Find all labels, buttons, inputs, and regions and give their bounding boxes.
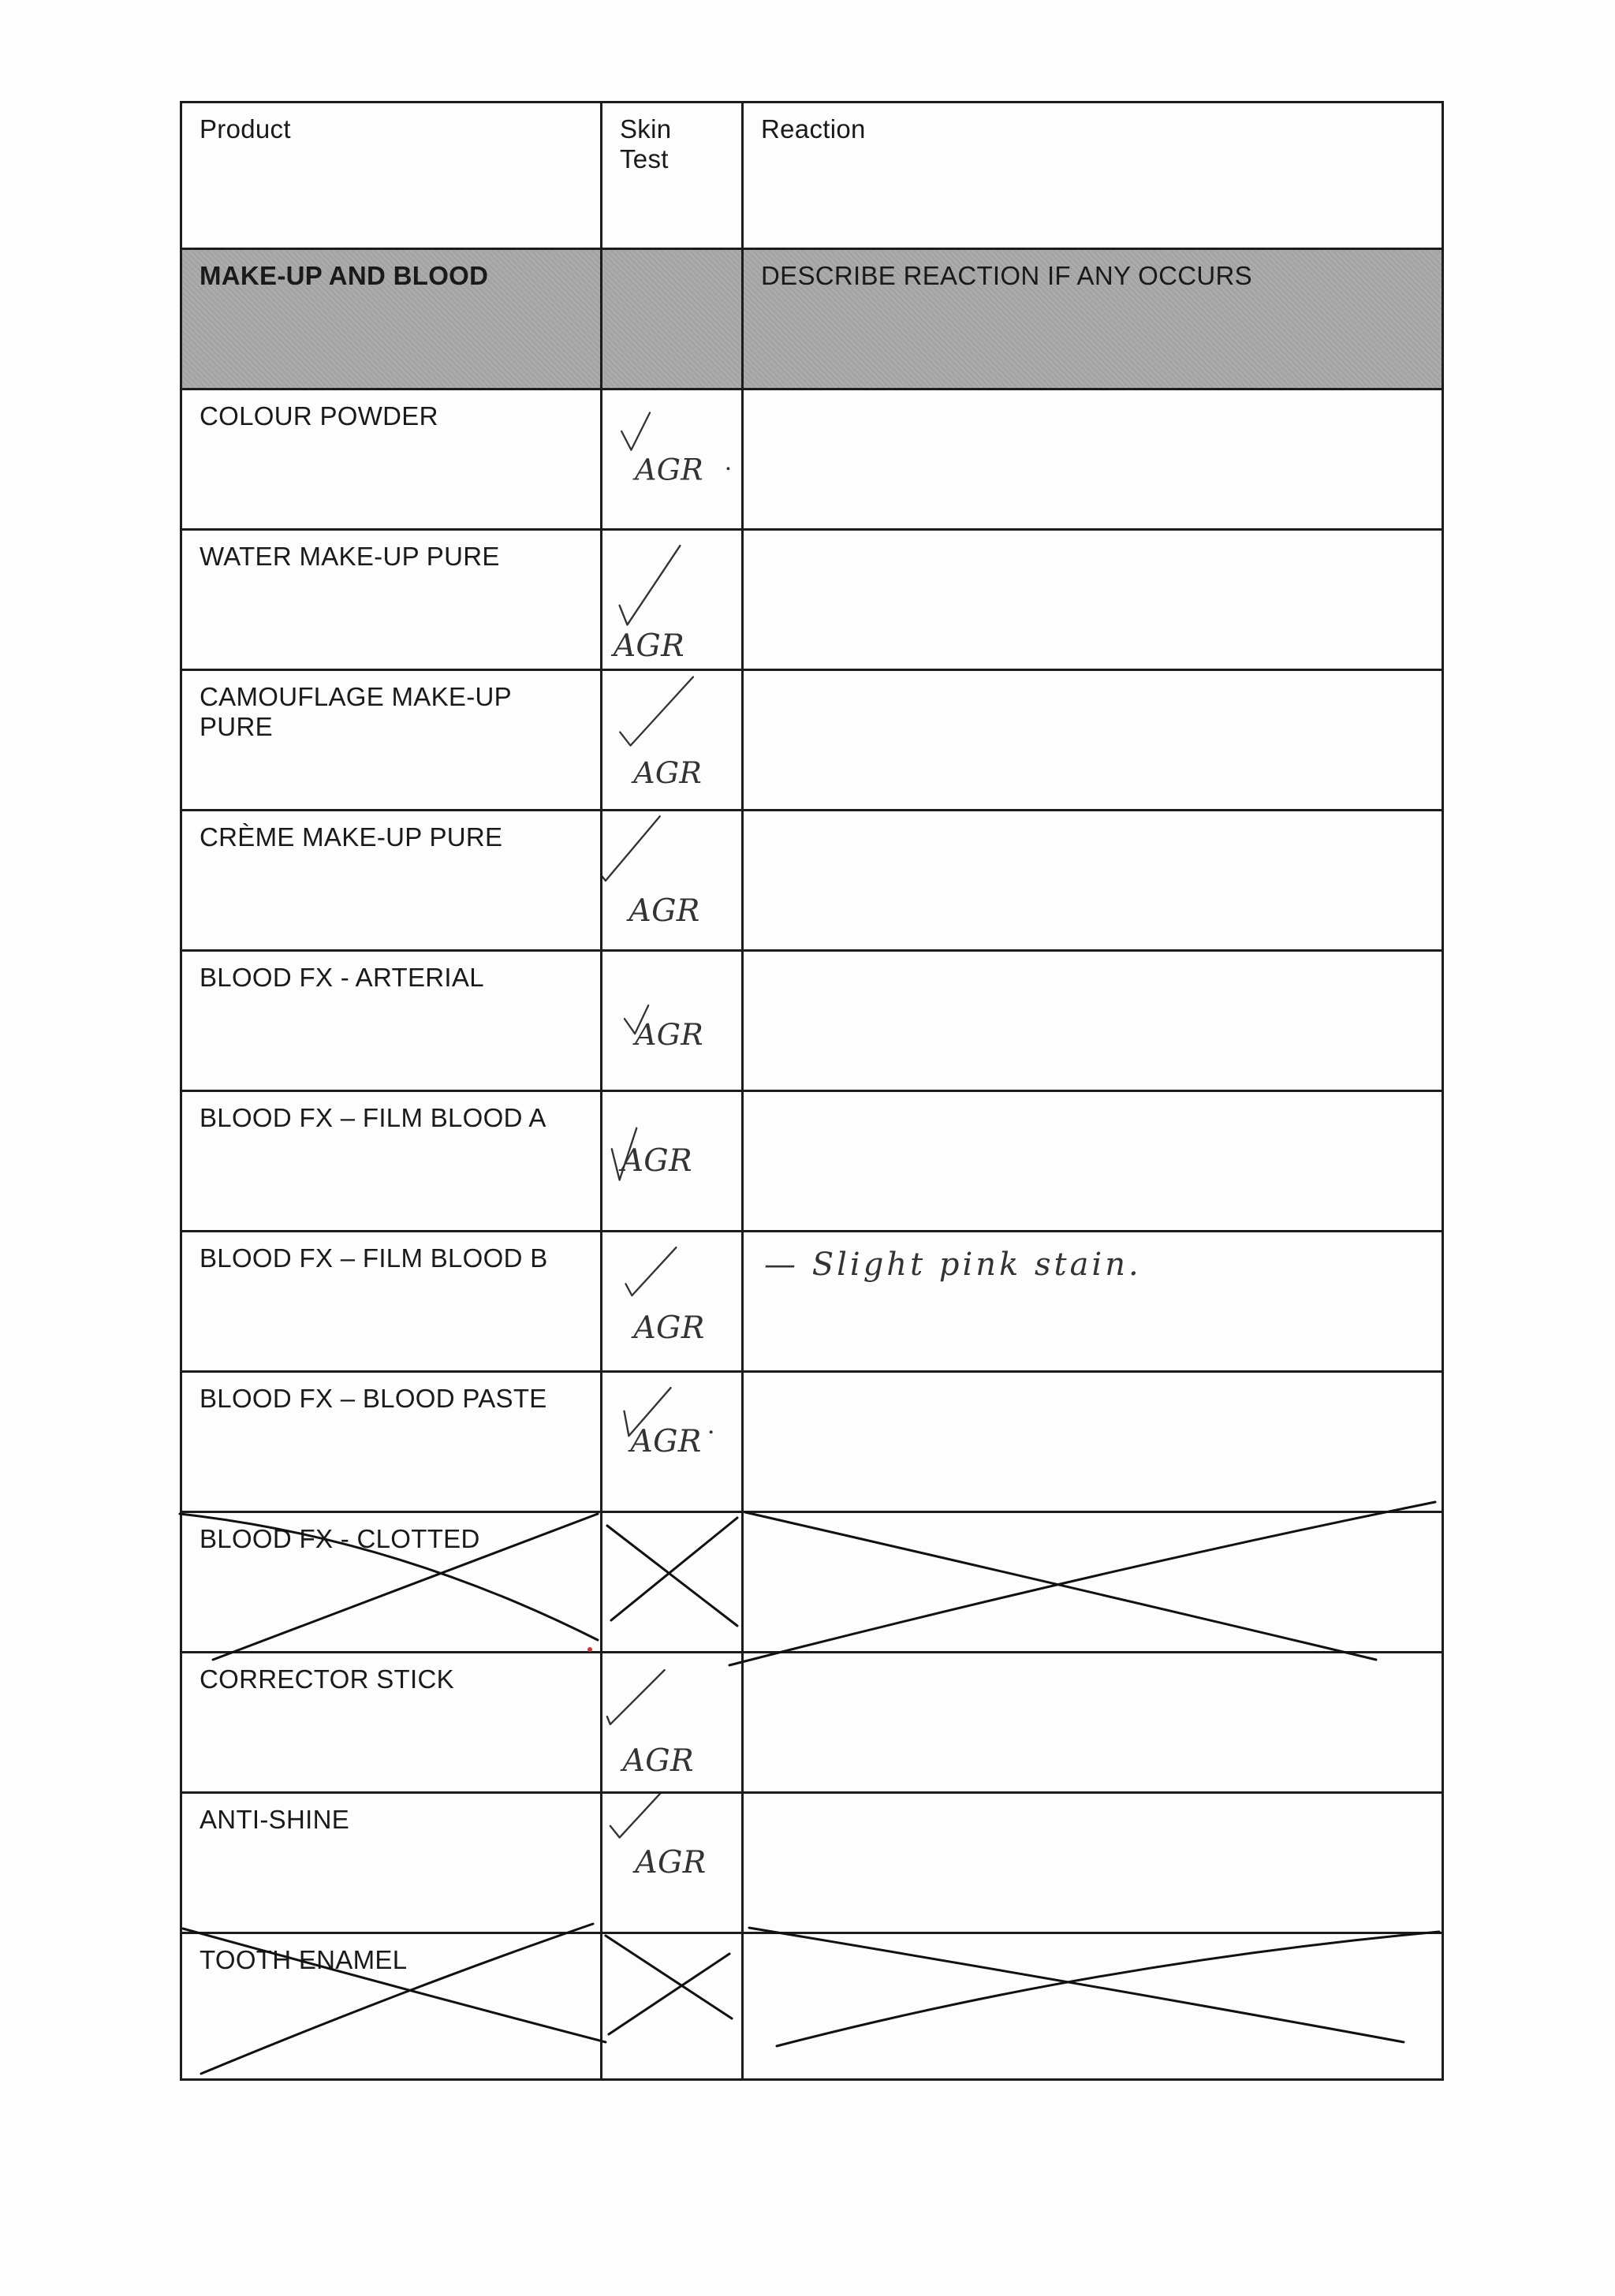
section-skin-test-cell [602,249,743,390]
svg-text:AGR: AGR [613,628,685,664]
table-row [181,390,1443,530]
table-row [181,1653,1443,1793]
product-cell: ANTI-SHINE [181,1793,602,1933]
table-row [181,811,1443,951]
product-cell: WATER MAKE-UP PURE [181,530,602,670]
product-cell: CAMOUFLAGE MAKE-UP PURE [181,670,602,811]
skin-test-cell[interactable] [602,1512,743,1653]
table-row [181,670,1443,811]
skin-test-cell[interactable] [602,1372,743,1512]
skin-test-cell[interactable] [602,1933,743,2080]
table-row [181,1372,1443,1512]
reaction-cell[interactable] [743,670,1443,811]
table-row [181,1232,1443,1372]
skin-test-initials-mark [602,1092,741,1230]
product-cell: CORRECTOR STICK [181,1653,602,1793]
skin-test-initials-mark [602,1373,741,1511]
svg-text:AGR: AGR [635,1017,704,1053]
skin-test-initials-mark [602,531,741,669]
svg-text:AGR: AGR [630,1423,702,1459]
reaction-cell[interactable] [743,1933,1443,2080]
skin-test-cell[interactable] [602,390,743,530]
skin-test-initials-mark [602,1653,741,1791]
reaction-cell[interactable] [743,530,1443,670]
table-row [181,1091,1443,1232]
table-row-crossed [181,1512,1443,1653]
table-row [181,951,1443,1091]
reaction-cell[interactable] [743,390,1443,530]
reaction-cell[interactable] [743,1793,1443,1933]
reaction-cell[interactable] [743,951,1443,1091]
skin-test-cell[interactable] [602,951,743,1091]
skin-test-initials-mark [602,811,741,949]
reaction-cell[interactable] [743,1091,1443,1232]
reaction-cell[interactable] [743,1512,1443,1653]
svg-text:AGR: AGR [633,755,703,790]
table-row [181,530,1443,670]
skin-test-initials-mark [602,1794,741,1932]
skin-test-cell[interactable] [602,1232,743,1372]
section-row [181,249,1443,390]
header-skin-test: Skin Test [602,102,743,249]
svg-text:AGR: AGR [628,893,700,930]
product-cell: BLOOD FX – BLOOD PASTE [181,1372,602,1512]
skin-test-initials-mark [602,390,741,528]
section-title: MAKE-UP AND BLOOD [181,249,602,390]
skin-test-cell[interactable] [602,811,743,951]
product-cell: BLOOD FX - CLOTTED [181,1512,602,1653]
reaction-cell[interactable] [743,1232,1443,1372]
skin-test-cell[interactable] [602,1091,743,1232]
header-reaction: Reaction [743,102,1443,249]
svg-text:AGR: AGR [622,1742,694,1779]
skin-test-cell[interactable] [602,530,743,670]
reaction-cell[interactable] [743,1653,1443,1793]
skin-test-cell[interactable] [602,670,743,811]
product-cell: TOOTH ENAMEL [181,1933,602,2080]
skin-test-cell[interactable] [602,1793,743,1933]
table-header-row [181,102,1443,249]
svg-text:AGR: AGR [635,1844,707,1880]
header-product: Product [181,102,602,249]
product-cell: BLOOD FX – FILM BLOOD B [181,1232,602,1372]
section-reaction-prompt: DESCRIBE REACTION IF ANY OCCURS [743,249,1443,390]
svg-text:AGR: AGR [621,1142,692,1179]
product-cell: COLOUR POWDER [181,390,602,530]
skin-test-initials-mark [602,671,741,809]
product-cell: BLOOD FX - ARTERIAL [181,951,602,1091]
reaction-cell[interactable] [743,811,1443,951]
svg-text:AGR: AGR [633,1310,705,1347]
skin-test-initials-mark [602,1232,741,1370]
svg-text:AGR: AGR [635,452,704,487]
reaction-cell[interactable] [743,1372,1443,1512]
skin-test-initials-mark [602,952,741,1090]
product-cell: BLOOD FX – FILM BLOOD A [181,1091,602,1232]
reaction-handwriting: — Slight pink stain. [764,1247,1142,1283]
table-row [181,1793,1443,1933]
table-row-crossed [181,1933,1443,2080]
product-cell: CRÈME MAKE-UP PURE [181,811,602,951]
skin-test-table [180,101,1444,2081]
skin-test-cell[interactable] [602,1653,743,1793]
